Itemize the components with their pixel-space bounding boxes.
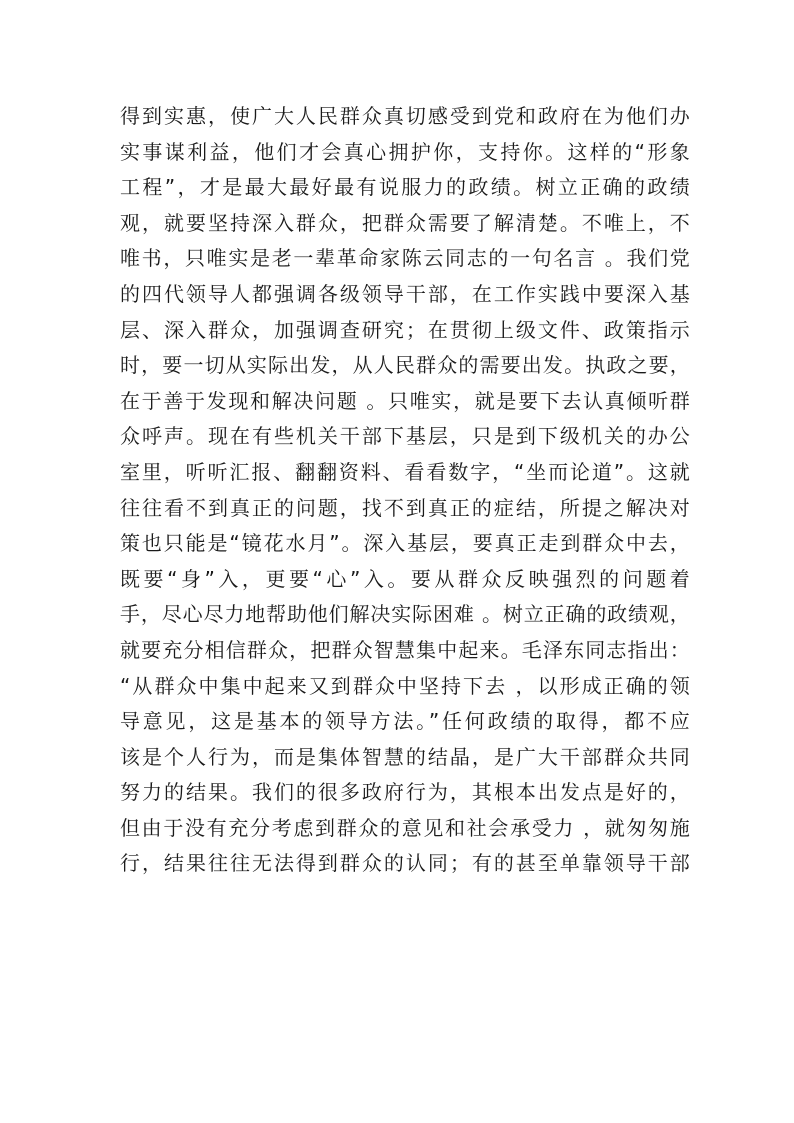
- text-line: 努力的结果。我们的很多政府行为，其根本出发点是好的，: [120, 780, 690, 805]
- text-line: 导意见，这是基本的领导方法。”任何政绩的取得，都不应: [120, 709, 690, 734]
- text-line: 室里，听听汇报、翻翻资料、看看数字，“坐而论道”。这就: [120, 459, 690, 484]
- text-line: 在于善于发现和解决问题 。只唯实，就是要下去认真倾听群: [120, 388, 690, 413]
- text-line: 工程”，才是最大最好最有说服力的政绩。树立正确的政绩: [120, 175, 690, 200]
- body-paragraph: [120, 99, 690, 882]
- text-line: 实事谋利益，他们才会真心拥护你，支持你。这样的“形象: [120, 139, 690, 164]
- text-line: 时，要一切从实际出发，从人民群众的需要出发。执政之要，: [120, 353, 690, 378]
- text-line: “从群众中集中起来又到群众中坚持下去 ，以形成正确的领: [120, 673, 690, 698]
- text-line: 众呼声。现在有些机关干部下基层，只是到下级机关的办公: [120, 424, 690, 449]
- text-line: 的四代领导人都强调各级领导干部，在工作实践中要深入基: [120, 281, 690, 306]
- text-line: 既要“身”入，更要“心”入。要从群众反映强烈的问题着: [120, 566, 690, 591]
- text-line: 层、深入群众，加强调查研究；在贯彻上级文件、政策指示: [120, 317, 690, 342]
- text-line: 手，尽心尽力地帮助他们解决实际困难 。树立正确的政绩观，: [120, 602, 690, 627]
- text-line: 观，就要坚持深入群众，把群众需要了解清楚。不唯上，不: [120, 210, 690, 235]
- text-line: 策也只能是“镜花水月”。深入基层，要真正走到群众中去，: [120, 531, 690, 556]
- text-line: 得到实惠，使广大人民群众真切感受到党和政府在为他们办: [120, 104, 690, 128]
- text-line: 往往看不到真正的问题，找不到真正的症结，所提之解决对: [120, 495, 690, 520]
- text-line: 唯书，只唯实是老一辈革命家陈云同志的一句名言 。我们党: [120, 246, 690, 271]
- text-line: 但由于没有充分考虑到群众的意见和社会承受力 ，就匆匆施: [120, 815, 690, 840]
- text-line: 该是个人行为，而是集体智慧的结晶，是广大干部群众共同: [120, 744, 690, 769]
- text-line: 就要充分相信群众，把群众智慧集中起来。毛泽东同志指出：: [120, 637, 690, 662]
- text-line: 行，结果往往无法得到群众的认同；有的甚至单靠领导干部: [120, 851, 690, 876]
